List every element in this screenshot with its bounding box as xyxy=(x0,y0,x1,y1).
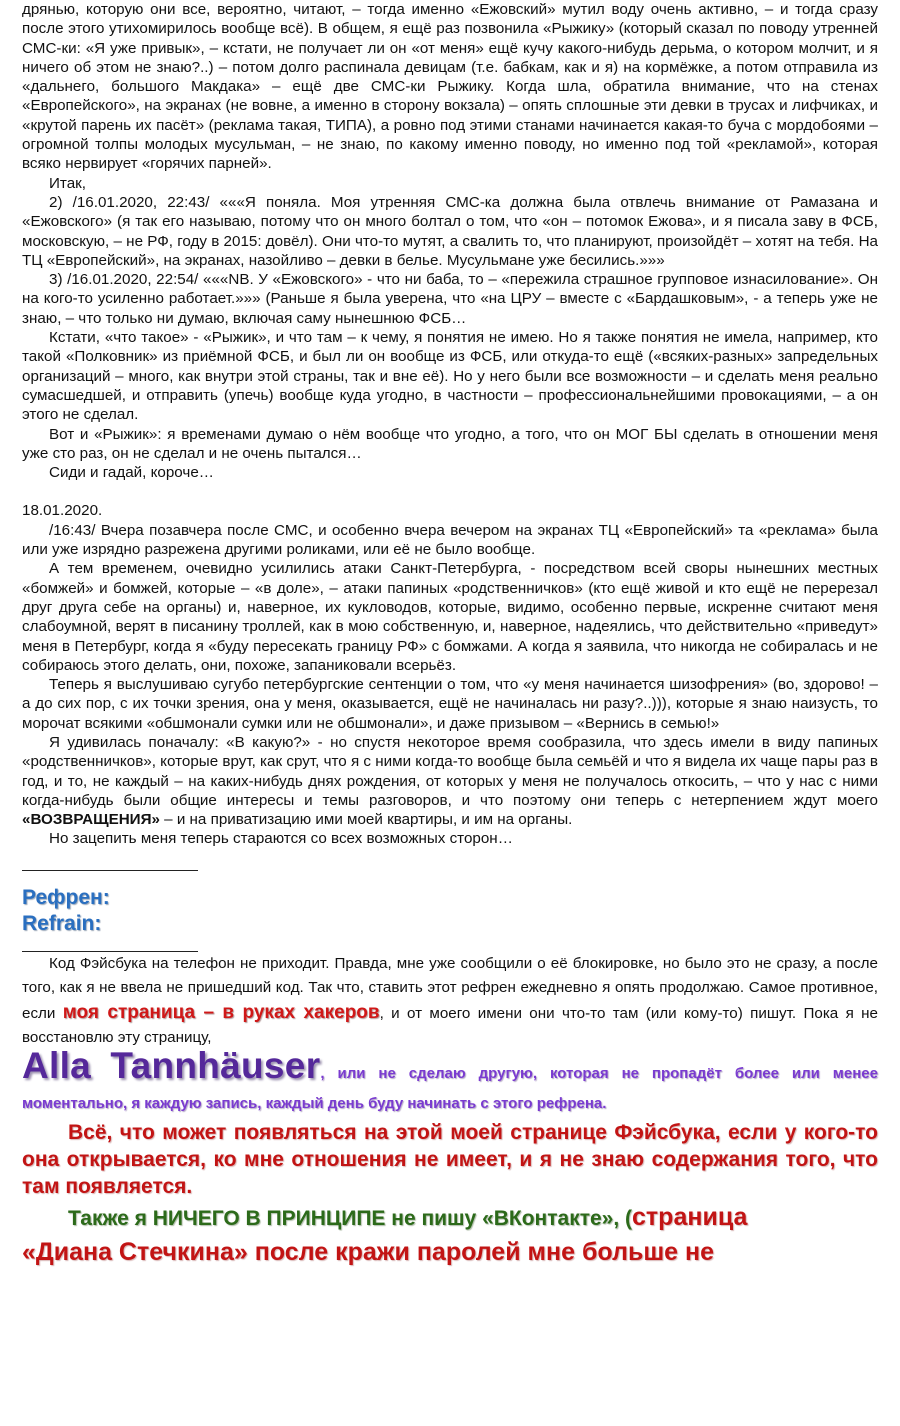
hacker-warning: моя страница – в руках хакеров xyxy=(62,1001,380,1023)
warning-paragraph: Всё, что может появляться на этой моей странице Фэйсбука, если у кого-то она открывается, ко мне отношения не имеет, и я не знаю содержания того, что там появляется. xyxy=(22,1120,878,1198)
paragraph xyxy=(22,733,878,829)
paragraph: Теперь я выслушиваю сугубо петербургские сентенции о том, что «у меня начинается шизофрения» (во, здорово! – а до сих пор, с их точки зрения, она у меня, оказывается, ещё не начиналась ни разу?..))), которые я знаю наизусть, то морочат всякими «обшмонали сумки или не обшмонали», и даже призывом – «Вернись в семью!» xyxy=(22,676,878,732)
text-run: , и от моего имени они что-то там (или кому-то) пишут. Пока я не восстановлю эту страницу, xyxy=(22,1004,878,1047)
text-run: Также я НИЧЕГО В ПРИНЦИПЕ не пишу «ВКонтакте», ( xyxy=(68,1206,633,1230)
text-run: Я удивилась поначалу: «В какую?» - но спустя некоторое время сообразила, что здесь имели в виду папиных «родственничков», которые врут, как срут, что я с ними когда-то вообще была семьёй и что я видела их чаще пары раз в год, и то, не каждый – на каких-нибудь днях рождения, от которых у меня не получалось откосить, – что у нас с ними когда-нибудь были общие интересы и темы разговоров, и что поэтому они теперь с нетерпением ждут моего xyxy=(22,733,878,809)
paragraph: Сиди и гадай, короче… xyxy=(49,464,214,482)
text-run-red: страница xyxy=(632,1202,748,1231)
paragraph: А тем временем, очевидно усилились атаки Санкт-Петербурга, - посредством всей своры нынешних местных «бомжей» и бомжей, которые – «в доле», – атаки папиных «родственничков» (кто ещё живой и кто ещё не перерезал друг друга себе на органы) и, наверное, их кукловодов, которые, видимо, особенно первые, искренне считают меня слабоумной, верят в писанину троллей, как в мою собственную, и, наверное, надеялись, что действительно «приведут» меня в Петербург, когда я «буду пересекать границу РФ» с бомжами. А когда я заявила, что никогда не собиралась и не собираюсь этого делать, они, похоже, запаниковали всерьёз. xyxy=(22,560,878,674)
paragraph: дрянью, которую они все, вероятно, читают, – тогда именно «Ежовский» мутил воду очень активно, – и тогда сразу после этого утихомирилось вообще всё). В общем, я ещё раз позвонила «Рыжику» (который сказал по поводу утренней СМС-ки: «Я уже привык», – кстати, не получает ли он «от меня» ещё кучу какого-нибудь дерьма, о котором молчит, и я ничего об этом не знаю?..) – потом долго распинала девицам (т.е. бабкам, как и я) на кормёжке, а потом отправила из «дальнего, большого Макдака» – ещё две СМС-ки Рыжику. Когда шла, обратила внимание, что на стенах «Европейского», на экранах (не вовне, а именно в сторону вокзала) – опять сплошные эти девки в трусах и лифчиках, и «крутой парень их пасёт» (реклама такая, ТИПА), а ровно под этими станами начинается какая-то буча с мордобоями – огромной толпы молодых мусульман, – не знаю, по какому именно поводу, но именно под той «рекламой», которая всяко нервирует «горячих парней». xyxy=(22,1,878,173)
paragraph-sms-2: 2) /16.01.2020, 22:43/ «««Я поняла. Моя утренняя СМС-ка должна была отвлечь внимание от Рамазана и «Ежовского» (я так его называю, потому что он много болтал о том, что «он – потомок Ежова», и я писала заву в ФСБ, московскую, – не РФ, году в 2015: довёл). Они что-то мутят, а свалить то, что планируют, произойдёт – хотят на тебя. На ТЦ «Европейский», на экранах, назойливо – девки в белье. Мусульмане уже бесились.»»» xyxy=(22,193,878,269)
author-name: Alla Tannhäuser xyxy=(22,1044,321,1086)
refrain-heading-ru: Рефрен: xyxy=(22,885,110,909)
vkontakte-paragraph xyxy=(22,1200,878,1236)
paragraph: Вот и «Рыжик»: я временами думаю о нём вообще что угодно, а того, что он МОГ БЫ сделать в отношении меня уже сто раз, он не сделал и не очень пытался… xyxy=(22,425,878,462)
paragraph-sms-3: 3) /16.01.2020, 22:54/ «««NB. У «Ежовского» - что ни баба, то – «пережила страшное групповое изнасилование». Он на кого-то усиленно работает.»»» (Раньше я была уверена, что «на ЦРУ – вместе с «Бардашковым», - а теперь уже не знаю, – что только ни думаю, включая саму нынешнюю ФСБ… xyxy=(22,271,878,327)
vkontakte-paragraph-cont: «Диана Стечкина» после кражи паролей мне больше не xyxy=(22,1237,715,1266)
author-line xyxy=(22,1044,878,1119)
text-run: – и на приватизацию ими моей квартиры, и им на органы. xyxy=(159,811,573,829)
author-line-text: , или не сделаю другую, которая не пропадёт более или менее моментально, я каждую запись, каждый день буду начинать с этого рефрена. xyxy=(22,1064,878,1112)
bold-word: «ВОЗВРАЩЕНИЯ» xyxy=(22,811,160,829)
divider xyxy=(22,870,198,871)
paragraph: Но зацепить меня теперь стараются со всех возможных сторон… xyxy=(49,830,513,848)
paragraph: /16:43/ Вчера позавчера после СМС, и особенно вчера вечером на экранах ТЦ «Европейский» та «реклама» была или уже изрядно разрежена другими роликами, или её не было вообще. xyxy=(22,521,878,559)
refrain-heading-en: Refrain: xyxy=(22,911,102,935)
document-page xyxy=(22,0,878,1268)
paragraph: Кстати, «что такое» - «Рыжик», и что там – к чему, я понятия не имею. Но я также понятия не имела, например, кто такой «Полковник» из приёмной ФСБ, и был ли он вообще из ФСБ, или откуда-то ещё («всяких-разных» запредельных организаций – много, как внутри этой страны, так и вне её). Но у него были все возможности – и сделать меня реально сумасшедшей, и отправить (упечь) вообще куда угодно, в частности – профессиональнейшими провокациями, – а он этого не сделал. xyxy=(22,329,878,424)
text-run: Код Фэйсбука на телефон не приходит. Правда, мне уже сообщили о её блокировке, но было это не сразу, а после того, как я не ввела не пришедший код. Так что, ставить этот рефрен ежедневно я опять продолжаю. Самое противное, если xyxy=(22,954,878,1022)
entry-date: 18.01.2020. xyxy=(22,502,103,520)
paragraph: Итак, xyxy=(49,174,87,192)
refrain-paragraph xyxy=(22,952,878,1051)
